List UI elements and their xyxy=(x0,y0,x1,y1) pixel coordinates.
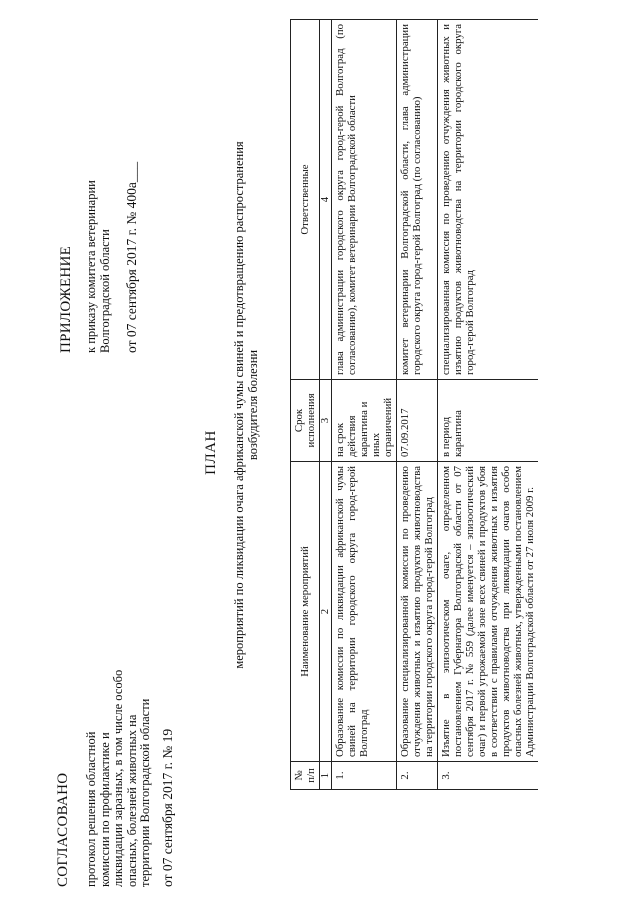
row-name: Образование специализированной комиссии по проведению отчуждения животных и изъятию продуктов животноводства на территории городского округа город-герой Волгоград xyxy=(397,462,438,762)
appendix-order xyxy=(85,23,112,353)
table-header-row xyxy=(291,20,320,790)
column-number: 4 xyxy=(320,20,332,380)
approved-protocol xyxy=(85,547,153,887)
approved-date: от 07 сентября 2017 г. № 19 xyxy=(160,728,175,887)
approved-line: протокол решения областной xyxy=(84,731,98,887)
plan-subtitle xyxy=(233,15,260,795)
approved-line: комиссии по профилактике и xyxy=(97,732,112,887)
table-row xyxy=(332,20,397,790)
appendix-date: от 07 сентября 2017 г. № 400а___ xyxy=(124,161,139,353)
row-name: Изъятие в эпизоотическом очаге, определенном постановлением Губернатора Волгоградской области от 07 сентября 2017 г. № 559 (далее именуется – эпизоотический очаг) и первой угрожаемой зоне всех свиней и продуктов убоя в соответствии с правилами отчуждения животных и изъятия продуктов животноводства при ликвидации очагов особо опасных болезней животных, утвержденными постановлением Администрации Волгоградской области от 27 июля 2009 г. xyxy=(438,462,539,762)
row-num: 2. xyxy=(397,762,438,790)
appendix-title: ПРИЛОЖЕНИЕ xyxy=(58,245,74,353)
row-term: в период карантина xyxy=(438,380,539,462)
row-resp: специализированная комиссия по проведению отчуждения животных и изъятию продуктов животноводства на территории городского округа город-герой Волгоград xyxy=(438,20,539,380)
header-num: № п/п xyxy=(291,762,320,790)
column-number-row xyxy=(320,20,332,790)
row-num: 3. xyxy=(438,762,539,790)
approved-line: опасных, болезней животных на xyxy=(124,714,139,887)
row-resp: глава администрации городского округа город-герой Волгоград (по согласованию), комитет ветеринарии Волгоградской области xyxy=(332,20,397,380)
header-resp: Ответственные xyxy=(291,20,320,380)
appendix-line: к приказу комитета ветеринарии xyxy=(84,180,98,353)
row-term: на срок действия карантина и иных ограничений xyxy=(332,380,397,462)
plan-title: ПЛАН xyxy=(203,430,219,475)
header-name: Наименование мероприятий xyxy=(291,462,320,762)
table-row xyxy=(397,20,438,790)
header-term: Срок исполнения xyxy=(291,380,320,462)
plan-table xyxy=(290,19,538,790)
column-number: 3 xyxy=(320,380,332,462)
row-resp: комитет ветеринарии Волгоградской области, глава администрации городского округа город-герой Волгоград (по согласованию) xyxy=(397,20,438,380)
plan-subtitle-line: возбудителя болезни xyxy=(245,349,260,461)
column-number: 2 xyxy=(320,462,332,762)
plan-subtitle-line: мероприятий по ликвидации очага африканской чумы свиней и предотвращению распространения xyxy=(232,141,246,669)
column-number: 1 xyxy=(320,762,332,790)
approved-line: ликвидации заразных, в том числе особо xyxy=(111,669,125,887)
row-term: 07.09.2017 xyxy=(397,380,438,462)
appendix-line: Волгоградской области xyxy=(97,229,112,353)
approved-line: территории Волгоградской области xyxy=(138,698,152,887)
approved-title: СОГЛАСОВАНО xyxy=(55,772,71,887)
table-row xyxy=(438,20,539,790)
row-name: Образование комиссии по ликвидации африканской чумы свиней на территории городского округа город-герой Волгоград xyxy=(332,462,397,762)
row-num: 1. xyxy=(332,762,397,790)
